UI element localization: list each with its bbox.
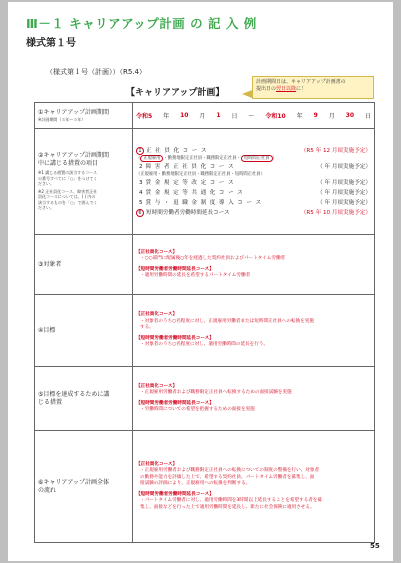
plan-title: 【キャリアアップ計画】 — [126, 88, 225, 98]
measure-item: 6 短時間労働者労働時間延長コース （R5 年 10 月頃実施予定） — [136, 208, 371, 218]
page-number: 55 — [370, 542, 380, 550]
plan-period-dates: 令和5 年 10 月 1 日 ～ 令和10 年 9 月 30 日 — [136, 112, 371, 120]
document-page — [8, 2, 393, 561]
row-note: ※計画期間（３年～５年） — [38, 116, 86, 122]
row-label: ③対象者 — [35, 235, 133, 295]
row-label: ⑤目標を達成するために講 — [38, 390, 110, 398]
measure-item: 4 賃 金 規 定 等 共 通 化 コ ー ス （ 年 月頃実施予定） — [139, 189, 371, 196]
row-label: ④目標 — [35, 295, 133, 367]
measure-item: 2 障 害 者 正 社 員 化 コ ー ス （ 年 月頃実施予定） — [139, 163, 371, 170]
measure-item: 3 賃 金 規 定 等 改 定 コ ー ス （ 年 月頃実施予定） — [139, 179, 371, 186]
row-label: ⑥キャリアアップ計画全体 — [38, 478, 109, 486]
career-up-plan-table — [34, 102, 375, 543]
row-label: ①キャリアアップ計画期間 — [38, 108, 109, 116]
table-row — [35, 103, 375, 129]
table-row: ③対象者 【正社員化コース】 ・○○部門に配属後○年を経過した契約社員およびパートタイム労働者 【短時間労働者労働時間延長コース】 ・適用労働時間の延長を希望するパートタイム労働者 — [35, 235, 375, 295]
callout-note: 計画期間日は、キャリアアップ計画書の 提出日の翌日以降に！ — [252, 76, 374, 99]
table-row: ②キャリアアップ計画期間 中に講じる措置の項目 ※1 講じる措置の該当するコース の番号すべてに「○」をつけてく ださい。 ※2 正社員化コース、障害者正社 員化コースについては、( ) 内の 該当するものを「○」で囲んでく ださい。 1 正 社 員 化 コ ー ス （R5 年 12 月頃実施予定） （ 正規雇用 ・勤務地限定正社員・職務限定正社員・ 短時間正社員 ） 2 障 害 者 正 社 員 化 コ ー ス （ 年 月頃実施予定） （正規雇用・勤務地限定正社員・職務限定正社員・短時間正社員） 3 賃 金 規 定 等 改 定 コ ー ス （ 年 月頃実施予定） 4 賃 金 規 定 等 共 通 化 コ ー ス （ 年 月頃実施予定） 5 賞 与 ・ 退 職 金 制 度 導 入 コ ー ス （ 年 月頃実施予定） 6 短時間労働者労働時間延長コース （R5 年 10 月頃実施予定） — [35, 129, 375, 235]
table-row: ④目標 【正社員化コース】 ・対象者のうち○名程度に対し、正規雇用労働者または短時間正社員への転換を実施 する。 【短時間労働者労働時間延長コース】 ・対象者のうち○名程度に対し、適用労働時間の延長を行う。 — [35, 295, 375, 367]
measure-item: 5 賞 与 ・ 退 職 金 制 度 導 入 コ ー ス （ 年 月頃実施予定） — [139, 199, 371, 206]
table-row: ⑤目標を達成するために講 じる措置 【正社員化コース】 ・正規雇用労働者および職務限定正社員へ転換するための面接試験を実施 【短時間労働者労働時間延長コース】 ・労働時間についての希望を把握するための面接を実施 — [35, 367, 375, 431]
table-row: ⑥キャリアアップ計画全体 の流れ 【正社員化コース】 ・正規雇用労働者および職務限定正社員への転換についての制度の整備を行い、対象者 の勤務や能力を評価した上で、希望する契約社員、パートタイム労働者を募集し、面 接試験の評価により、正規雇用への転換を判断する。 【短時間労働者労働時間延長コース】 ・パートタイム労働者に対し、適用労働時間を3時間以上延長することを希望する者を募 集し、面接などを行った上で適用労働時間を延長し、新たに社会保険に適用させる。 — [35, 431, 375, 543]
form-subtitle: （様式第１号（計画））（R5.4） — [46, 68, 146, 76]
section-title: Ⅲ－１ キャリアアップ計画 の 記 入 例 — [26, 16, 257, 31]
form-number: 様式第１号 — [26, 38, 76, 49]
measure-item: 1 正 社 員 化 コ ー ス （R5 年 12 月頃実施予定） — [136, 146, 371, 156]
callout-pointer — [242, 90, 252, 98]
